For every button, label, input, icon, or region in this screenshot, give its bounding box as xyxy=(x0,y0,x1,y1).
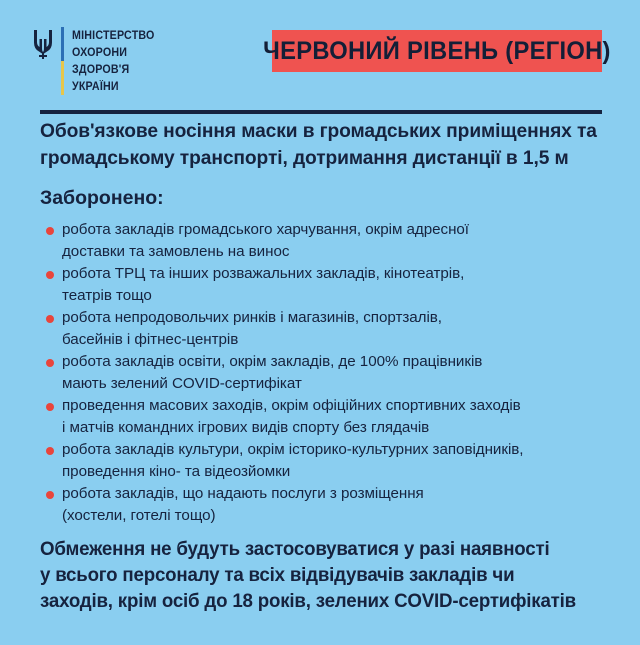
mask-rule-text xyxy=(40,118,598,172)
mask-rule-line-1: Обов'язкове носіння маски в громадських приміщеннях та xyxy=(40,120,597,142)
ministry-logo xyxy=(32,27,161,99)
list-item-line-1: робота ТРЦ та інших розважальних закладів, кінотеатрів, xyxy=(62,265,465,282)
forbidden-heading: Заборонено: xyxy=(40,187,164,209)
exemption-note-line-2: у всього персоналу та всіх відвідувачів закладів чи xyxy=(40,565,515,586)
mask-rule-line-2: громадському транспорті, дотримання дистанції в 1,5 м xyxy=(40,147,569,169)
ukraine-trident-emblem-icon xyxy=(32,29,54,59)
ministry-line-3: ЗДОРОВ'Я xyxy=(72,64,130,76)
list-item-line-1: робота закладів громадського харчування, окрім адресної xyxy=(62,221,469,238)
list-item xyxy=(40,263,606,306)
header-divider xyxy=(40,110,602,114)
bullet-dot-icon xyxy=(46,491,54,499)
bullet-dot-icon xyxy=(46,359,54,367)
ministry-line-1: МІНІСТЕРСТВО xyxy=(72,30,155,42)
list-item xyxy=(40,439,606,482)
exemption-note-line-3: заходів, крім осіб до 18 років, зелених COVID-сертифікатів xyxy=(40,591,576,612)
list-item-line-2: мають зелений COVID-сертифікат xyxy=(62,374,302,392)
list-item-line-1: робота закладів культури, окрім історико-культурних заповідників, xyxy=(62,441,524,458)
exemption-note xyxy=(40,537,598,615)
ministry-name xyxy=(72,27,161,96)
ministry-line-2: ОХОРОНИ xyxy=(72,47,128,59)
list-item-line-2: і матчів командних ігрових видів спорту без глядачів xyxy=(62,418,430,436)
list-item xyxy=(40,219,606,262)
poster-header xyxy=(0,0,640,100)
list-item xyxy=(40,307,606,350)
bullet-dot-icon xyxy=(46,227,54,235)
list-item xyxy=(40,351,606,394)
list-item xyxy=(40,483,606,526)
alert-level-banner xyxy=(263,30,611,72)
list-item-line-2: проведення кіно- та відеозйомки xyxy=(62,462,291,480)
bullet-dot-icon xyxy=(46,447,54,455)
forbidden-list xyxy=(40,219,606,526)
ministry-line-4: УКРАЇНИ xyxy=(72,81,119,93)
flag-divider-bar xyxy=(61,27,64,95)
bullet-dot-icon xyxy=(46,403,54,411)
list-item-line-1: робота закладів освіти, окрім закладів, де 100% працівників xyxy=(62,353,483,370)
list-item-line-2: (хостели, готелі тощо) xyxy=(62,506,216,524)
alert-level-label: ЧЕРВОНИЙ РІВЕНЬ (РЕГІОН) xyxy=(263,36,611,65)
list-item-line-1: проведення масових заходів, окрім офіційних спортивних заходів xyxy=(62,397,521,414)
list-item-line-2: театрів тощо xyxy=(62,286,152,304)
list-item-line-1: робота непродовольчих ринків і магазинів, спортзалів, xyxy=(62,309,442,326)
bullet-dot-icon xyxy=(46,271,54,279)
list-item xyxy=(40,395,606,438)
list-item-line-2: басейнів і фітнес-центрів xyxy=(62,330,239,348)
exemption-note-line-1: Обмеження не будуть застосовуватися у разі наявності xyxy=(40,539,550,560)
list-item-line-2: доставки та замовлень на винос xyxy=(62,242,290,260)
bullet-dot-icon xyxy=(46,315,54,323)
list-item-line-1: робота закладів, що надають послуги з розміщення xyxy=(62,485,424,502)
poster-content xyxy=(0,118,640,615)
